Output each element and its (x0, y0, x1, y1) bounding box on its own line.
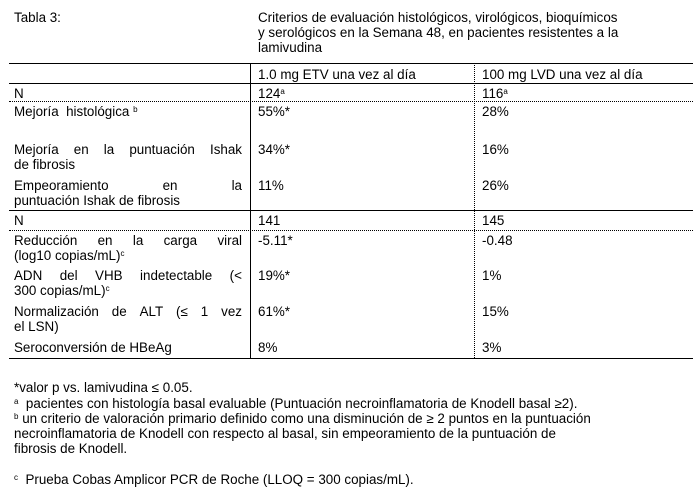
row-label: Seroconversión de HBeAg (14, 340, 172, 355)
table-caption (258, 10, 688, 55)
footnote-c: $^c$ Prueba Cobas Amplicor PCR de Roche (LLOQ = 300 copias/mL). (14, 472, 414, 487)
footnote-mark: b (14, 412, 19, 421)
row-label (14, 142, 242, 172)
cell-lvd: -0.48 (482, 233, 513, 248)
cell-lvd: 15% (482, 304, 509, 319)
footnote-a: $^a$ pacientes con histología basal evaluable (Puntuación necroinflamatoria de Knodell basal ≥2). (14, 396, 578, 411)
cell-etv: 8% (258, 340, 278, 355)
footnote-mark: c (120, 249, 125, 258)
column-divider-dotted (474, 63, 475, 358)
footnote-mark: a (503, 87, 508, 96)
row-label-line: ADN del VHB indetectable (< (14, 268, 242, 283)
cell-etv: 141 (258, 213, 281, 228)
row-label: Mejoría histológica $^b$ (14, 104, 138, 119)
row-label (14, 304, 242, 334)
row-label-line: puntuación Ishak de fibrosis (14, 193, 180, 208)
footnote-mark: a (14, 397, 19, 406)
row-label (14, 233, 242, 263)
row-label-line: Reducción en la carga viral (14, 233, 242, 248)
footnote-star: *valor p vs. lamivudina ≤ 0.05. (14, 380, 193, 395)
cell-etv: 19%* (258, 268, 291, 283)
rule-dotted (9, 101, 693, 102)
caption-line: Criterios de evaluación histológicos, virológicos, bioquímicos (258, 10, 618, 25)
row-label-line: Mejoría en la puntuación Ishak (14, 142, 242, 157)
footnote-b: $^b$ un criterio de valoración primario definido como una disminución de ≥ 2 puntos en la puntuación necroinflamatoria de Knodell con respecto al basal, sin empeoramiento de la puntuación de fibrosis de Knodell. (14, 411, 591, 456)
row-label (14, 268, 242, 298)
table-label: Tabla 3: (14, 10, 61, 25)
footnote-mark: b (133, 105, 138, 114)
column-divider (250, 63, 251, 358)
rule-top (9, 63, 693, 64)
caption-line: lamivudina (258, 40, 323, 55)
cell-lvd: 26% (482, 178, 509, 193)
footnote-mark: c (105, 284, 110, 293)
cell-etv: 11% (258, 178, 284, 193)
row-label: N (14, 213, 24, 228)
row-label-line: 300 copias/mL)$^c$ (14, 283, 110, 298)
rule (9, 83, 693, 84)
row-label-line: Empeoramiento en la (14, 178, 242, 193)
row-label (14, 178, 242, 208)
cell-etv: 55%* (258, 104, 291, 119)
cell-lvd: 116$^a$ (482, 86, 508, 101)
row-label: N (14, 86, 24, 101)
footnote-mark: c (14, 473, 18, 482)
column-header-etv: 1.0 mg ETV una vez al día (258, 67, 416, 82)
row-label-line: (log10 copias/mL)$^c$ (14, 248, 125, 263)
cell-etv: 34%* (258, 142, 291, 157)
caption-line: y serológicos en la Semana 48, en pacientes resistentes a la (258, 25, 619, 40)
column-header-lvd: 100 mg LVD una vez al día (482, 67, 643, 82)
row-label-line: el LSN) (14, 319, 59, 334)
cell-lvd: 1% (482, 268, 502, 283)
row-label-line: de fibrosis (14, 157, 76, 172)
rule-bottom (9, 358, 693, 359)
row-label-line: Normalización de ALT (≤ 1 vez (14, 304, 242, 319)
rule-dotted (9, 230, 693, 231)
footnote-mark: a (280, 87, 285, 96)
cell-etv: 61%* (258, 304, 291, 319)
cell-lvd: 16% (482, 142, 509, 157)
cell-lvd: 3% (482, 340, 502, 355)
rule (9, 210, 693, 211)
cell-lvd: 145 (482, 213, 505, 228)
cell-lvd: 28% (482, 104, 509, 119)
cell-etv: -5.11* (258, 233, 293, 248)
cell-etv: 124$^a$ (258, 86, 285, 101)
